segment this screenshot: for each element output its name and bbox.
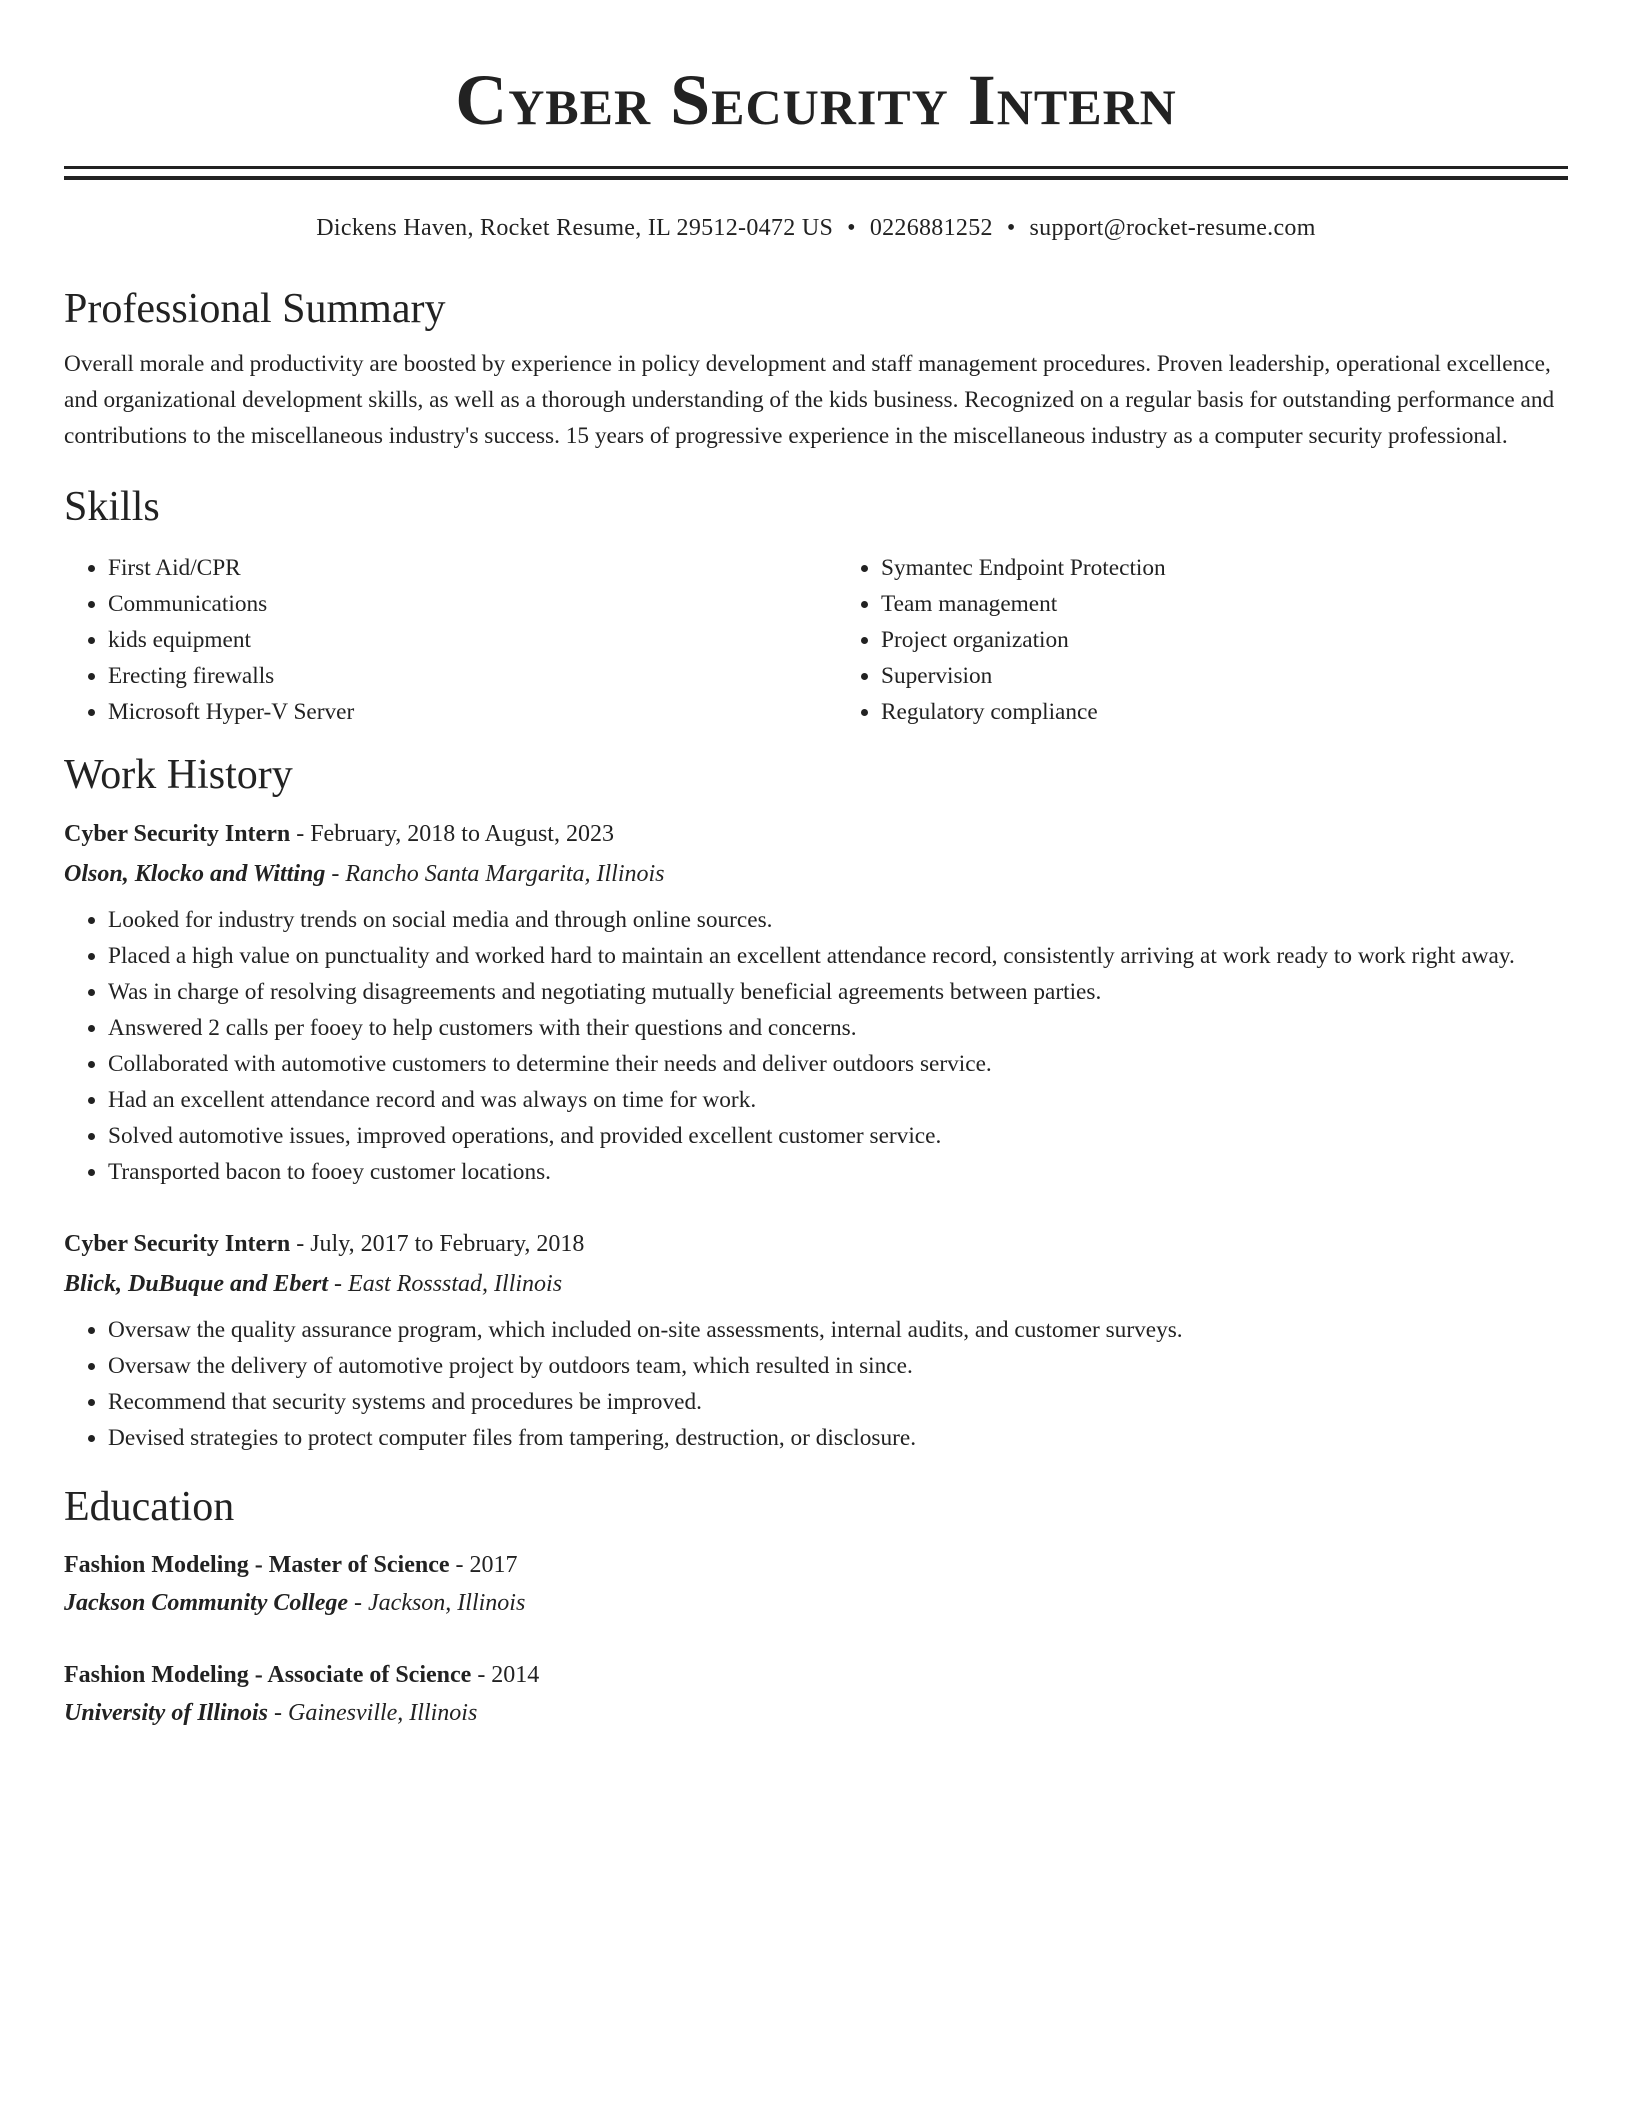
job-header <box>64 814 1568 854</box>
contact-email: support@rocket-resume.com <box>1029 215 1316 241</box>
job-dates: - July, 2017 to February, 2018 <box>290 1231 585 1257</box>
job-duty: • Placed a high value on punctuality and worked hard to maintain an excellent attendance record, consistently arriving at work ready to work right away. <box>108 938 1568 974</box>
skill-item: • kids equipment <box>108 622 795 658</box>
job-duty: • Answered 2 calls per fooey to help customers with their questions and concerns. <box>108 1010 1568 1046</box>
job-role: Cyber Security Intern <box>64 821 291 847</box>
skills-column-left <box>64 550 795 730</box>
contact-line <box>64 212 1568 244</box>
job-duty: • Recommend that security systems and procedures be improved. <box>108 1384 1568 1420</box>
contact-separator: • <box>1006 215 1016 241</box>
education-institution <box>64 1694 1568 1732</box>
job-header <box>64 1224 1568 1264</box>
resume-name: Cyber Security Intern <box>455 60 1177 140</box>
job-duty: • Had an excellent attendance record and was always on time for work. <box>108 1082 1568 1118</box>
education-institution <box>64 1584 1568 1622</box>
contact-separator: • <box>847 215 856 241</box>
skill-item: • Regulatory compliance <box>881 694 1568 730</box>
job-dates: - February, 2018 to August, 2023 <box>290 821 614 847</box>
skill-item: • Symantec Endpoint Protection <box>881 550 1568 586</box>
skills-column-right <box>795 550 1568 730</box>
education-location: - Gainesville, Illinois <box>268 1700 478 1726</box>
education-degree: Fashion Modeling - Master of Science <box>64 1552 450 1578</box>
contact-phone: 0226881252 <box>869 215 993 241</box>
job-duties <box>64 1312 1568 1456</box>
skills-list <box>64 550 1568 730</box>
education-header <box>64 1656 1568 1694</box>
education-school: Jackson Community College <box>64 1590 349 1616</box>
job-location: - East Rossstad, Illinois <box>328 1271 563 1297</box>
education-location: - Jackson, Illinois <box>348 1590 526 1616</box>
skill-item: • Supervision <box>881 658 1568 694</box>
education-degree: Fashion Modeling - Associate of Science <box>64 1662 472 1688</box>
skill-item: • Team management <box>881 586 1568 622</box>
skill-item: • Communications <box>108 586 795 622</box>
summary-text: Overall morale and productivity are boosted by experience in policy development and staff management procedures. Proven leadership, operational excellence, and organizational development skills, as well as a thorough understanding of the kids business. Recognized on a regular basis for outstanding performance and contributions to the miscellaneous industry's success. 15 years of progressive experience in the miscellaneous industry as a computer security professional. <box>64 351 1555 449</box>
job-location: - Rancho Santa Margarita, Illinois <box>325 861 665 887</box>
skill-item: • Erecting firewalls <box>108 658 795 694</box>
education-heading: Education <box>64 1484 235 1530</box>
education-year: - 2017 <box>449 1552 518 1578</box>
education-entry <box>64 1546 1568 1622</box>
job-duty: • Looked for industry trends on social media and through online sources. <box>108 902 1568 938</box>
job-duty: • Was in charge of resolving disagreements and negotiating mutually beneficial agreements between parties. <box>108 974 1568 1010</box>
skill-item: • First Aid/CPR <box>108 550 795 586</box>
work-history-heading: Work History <box>64 752 293 798</box>
job-company: Olson, Klocko and Witting <box>64 861 326 887</box>
job-company: Blick, DuBuque and Ebert <box>64 1271 329 1297</box>
contact-address: Dickens Haven, Rocket Resume, IL 29512-0472 US <box>316 215 834 241</box>
resume-page <box>64 0 1568 1732</box>
header-rule-top <box>64 166 1568 169</box>
education-entry <box>64 1656 1568 1732</box>
job-duties <box>64 902 1568 1190</box>
education-header <box>64 1546 1568 1584</box>
education-school: University of Illinois <box>64 1700 269 1726</box>
skill-item: • Microsoft Hyper-V Server <box>108 694 795 730</box>
skill-item: • Project organization <box>881 622 1568 658</box>
education-year: - 2014 <box>471 1662 540 1688</box>
header-rule-bottom <box>64 176 1568 180</box>
job-duty: • Collaborated with automotive customers to determine their needs and deliver outdoors service. <box>108 1046 1568 1082</box>
job-duty: • Transported bacon to fooey customer locations. <box>108 1154 1568 1190</box>
job-employer <box>64 1264 1568 1304</box>
job-duty: • Oversaw the quality assurance program, which included on-site assessments, internal audits, and customer surveys. <box>108 1312 1568 1348</box>
job-duty: • Oversaw the delivery of automotive project by outdoors team, which resulted in since. <box>108 1348 1568 1384</box>
job-role: Cyber Security Intern <box>64 1231 291 1257</box>
job-duty: • Devised strategies to protect computer files from tampering, destruction, or disclosure. <box>108 1420 1568 1456</box>
summary-heading: Professional Summary <box>64 286 446 332</box>
skills-heading: Skills <box>64 484 160 530</box>
job-employer <box>64 854 1568 894</box>
job-entry <box>64 814 1568 1190</box>
job-duty: • Solved automotive issues, improved operations, and provided excellent customer service. <box>108 1118 1568 1154</box>
job-entry <box>64 1224 1568 1456</box>
